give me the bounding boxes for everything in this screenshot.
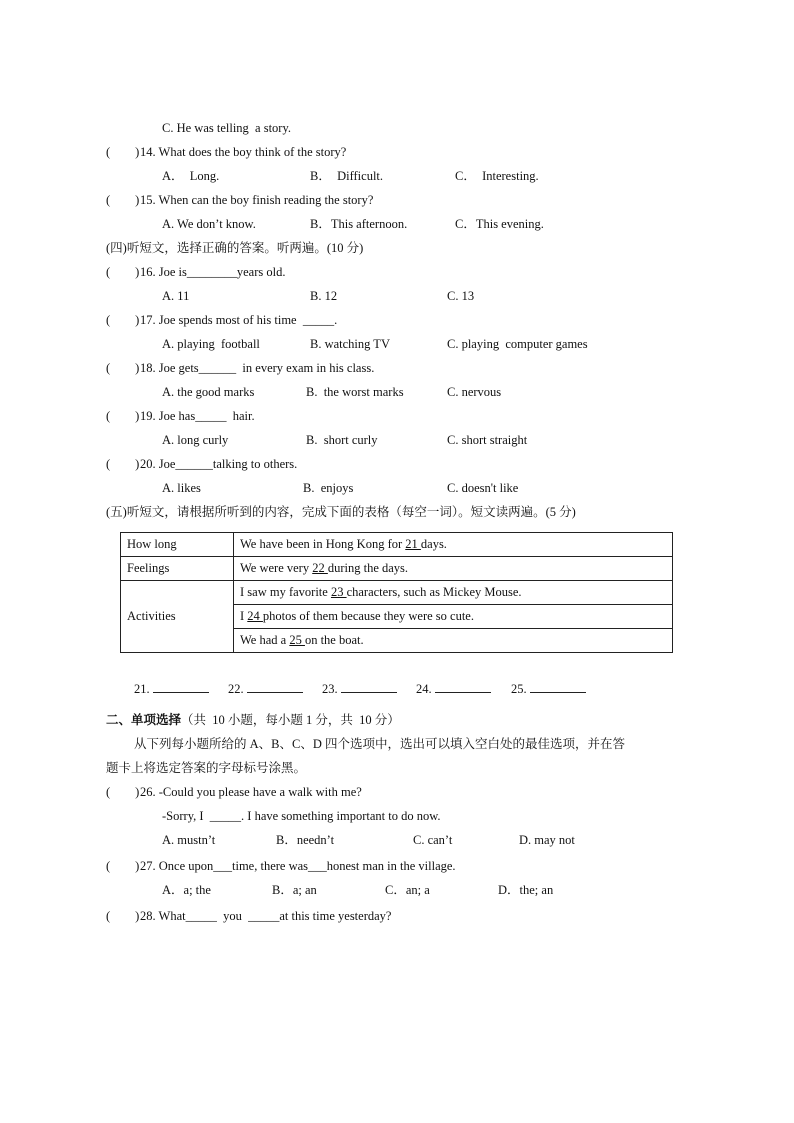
q19-option-c: C. short straight — [447, 433, 528, 447]
cell-text: on the boat. — [304, 633, 364, 647]
answer-blank-24[interactable] — [416, 680, 491, 697]
table-cell-feelings — [234, 557, 673, 581]
answer-blank-25[interactable] — [511, 680, 586, 697]
q17-option-b: B. watching TV — [310, 337, 390, 351]
q14-option-b: B． Difficult. — [310, 169, 384, 183]
q27-stem: 27. Once upon___time, there was___honest man in the village. — [140, 859, 456, 873]
part2-note: （共 10 小题，每小题 1 分，共 10 分） — [181, 713, 400, 727]
q16-answer-paren[interactable]: ( ) — [106, 265, 140, 279]
q27-option-c: C．an; a — [385, 883, 430, 897]
q17-option-c: C. playing computer games — [447, 337, 588, 351]
q28-answer-paren[interactable]: ( ) — [106, 909, 140, 923]
blank-label: 25. — [511, 682, 527, 696]
table-cell-activity-1 — [234, 581, 673, 605]
q13-option-c: C. He was telling a story. — [162, 121, 292, 135]
q19-option-b: B. short curly — [306, 433, 378, 447]
q16-option-c: C. 13 — [447, 289, 475, 303]
blank-21: 21 — [405, 537, 421, 551]
listening-table — [120, 532, 673, 653]
cell-text: photos of them because they were so cute. — [262, 609, 474, 623]
q19-option-a: A. long curly — [162, 433, 229, 447]
cell-text: We were very — [240, 561, 313, 575]
q26-option-d: D. may not — [519, 833, 575, 847]
cell-text: during the days. — [327, 561, 409, 575]
q16-option-b: B. 12 — [310, 289, 338, 303]
cell-text: days. — [420, 537, 447, 551]
q18-option-a: A. the good marks — [162, 385, 255, 399]
cell-text: I saw my favorite — [240, 585, 331, 599]
q26-option-b: B．needn’t — [276, 833, 335, 847]
q27-answer-paren[interactable]: ( ) — [106, 859, 140, 873]
q20-option-b: B. enjoys — [303, 481, 354, 495]
q18-option-b: B. the worst marks — [306, 385, 404, 399]
q14-option-c: C． Interesting. — [455, 169, 539, 183]
blank-label: 24. — [416, 682, 432, 696]
q26-option-a: A. mustn’t — [162, 833, 216, 847]
q20-stem: 20. Joe______talking to others. — [140, 457, 298, 471]
q18-answer-paren[interactable]: ( ) — [106, 361, 140, 375]
table-cell-activity-3 — [234, 629, 673, 653]
blank-22: 22 — [312, 561, 328, 575]
q26-stem: 26. -Could you please have a walk with me? — [140, 785, 362, 799]
q14-stem: 14. What does the boy think of the story? — [140, 145, 347, 159]
part2-instruction-line2: 题卡上将选定答案的字母标号涂黑。 — [106, 761, 307, 775]
blank-24: 24 — [247, 609, 263, 623]
cell-text: We have been in Hong Kong for — [240, 537, 406, 551]
q27-option-d: D．the; an — [498, 883, 554, 897]
q27-option-a: A．a; the — [162, 883, 211, 897]
q19-stem: 19. Joe has_____ hair. — [140, 409, 255, 423]
q26-answer-paren[interactable]: ( ) — [106, 785, 140, 799]
blank-label: 23. — [322, 682, 338, 696]
q16-option-a: A. 11 — [162, 289, 190, 303]
q18-option-c: C. nervous — [447, 385, 502, 399]
table-cell-activity-2 — [234, 605, 673, 629]
blank-label: 22. — [228, 682, 244, 696]
table-row — [121, 533, 673, 557]
q17-answer-paren[interactable]: ( ) — [106, 313, 140, 327]
part2-instruction-line1: 从下列每小题所给的 A、B、C、D 四个选项中，选出可以填入空白处的最佳选项，并在答 — [134, 737, 625, 751]
blank-label: 21. — [134, 682, 150, 696]
table-label-feelings: Feelings — [121, 557, 234, 581]
table-row — [121, 557, 673, 581]
cell-text: I — [240, 609, 248, 623]
table-label-activities: Activities — [121, 581, 234, 653]
q15-option-a: A. We don’t know. — [162, 217, 256, 231]
q28-stem: 28. What_____ you _____at this time yesterday? — [140, 909, 392, 923]
q14-option-a: A． Long. — [162, 169, 220, 183]
q17-option-a: A. playing football — [162, 337, 260, 351]
part2-title: 二、单项选择 — [106, 713, 182, 727]
q15-option-c: C．This evening. — [455, 217, 544, 231]
q15-answer-paren[interactable]: ( ) — [106, 193, 140, 207]
q20-option-a: A. likes — [162, 481, 201, 495]
q15-option-b: B．This afternoon. — [310, 217, 408, 231]
answer-blank-23[interactable] — [322, 680, 397, 697]
table-row — [121, 581, 673, 605]
q20-answer-paren[interactable]: ( ) — [106, 457, 140, 471]
q20-option-c: C. doesn't like — [447, 481, 519, 495]
blank-23: 23 — [330, 585, 347, 599]
q14-answer-paren[interactable]: ( ) — [106, 145, 140, 159]
section5-title: (五)听短文，请根据所听到的内容，完成下面的表格（每空一词）。短文读两遍。(5 分) — [106, 505, 576, 519]
answer-blank-21[interactable] — [134, 680, 209, 697]
q19-answer-paren[interactable]: ( ) — [106, 409, 140, 423]
section4-title: (四)听短文，选择正确的答案。听两遍。(10 分) — [106, 241, 364, 255]
q17-stem: 17. Joe spends most of his time _____. — [140, 313, 338, 327]
part2-heading — [106, 712, 400, 728]
q15-stem: 15. When can the boy finish reading the story? — [140, 193, 374, 207]
q27-option-b: B．a; an — [272, 883, 317, 897]
q26-option-c: C. can’t — [413, 833, 453, 847]
cell-text: We had a — [240, 633, 290, 647]
table-label-how-long: How long — [121, 533, 234, 557]
cell-text: characters, such as Mickey Mouse. — [346, 585, 522, 599]
answer-blank-22[interactable] — [228, 680, 303, 697]
q26-line2: -Sorry, I _____. I have something important to do now. — [162, 809, 441, 823]
q16-stem: 16. Joe is________years old. — [140, 265, 286, 279]
blank-25: 25 — [289, 633, 305, 647]
table-cell-how-long — [234, 533, 673, 557]
q18-stem: 18. Joe gets______ in every exam in his class. — [140, 361, 375, 375]
